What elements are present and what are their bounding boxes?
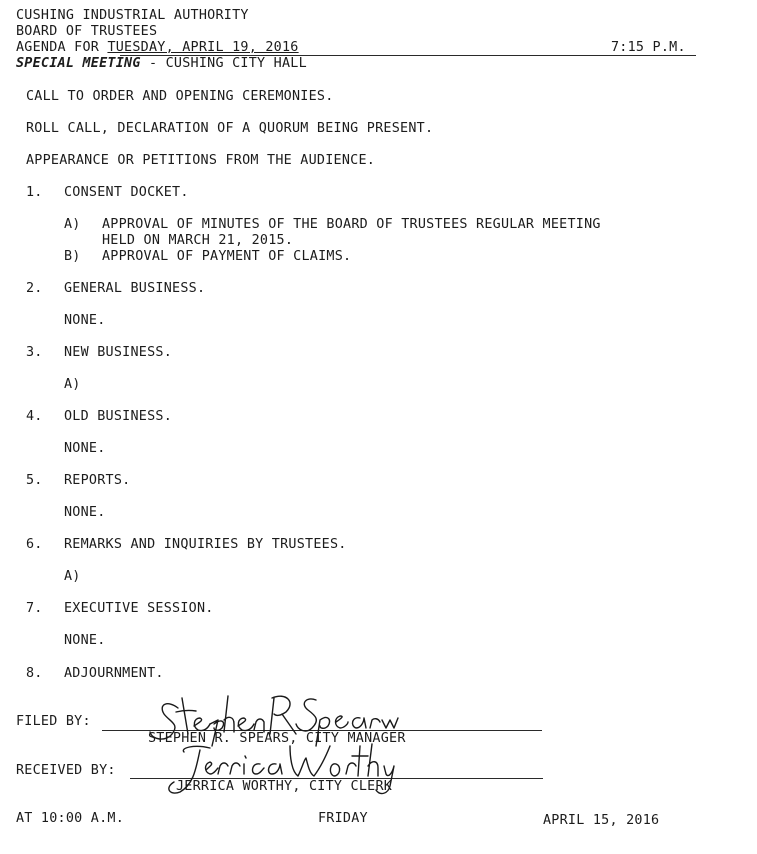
item-8-title: ADJOURNMENT.: [64, 666, 164, 681]
item-6-title: REMARKS AND INQUIRIES BY TRUSTEES.: [64, 537, 347, 552]
footer-day: FRIDAY: [318, 811, 368, 826]
item-6-sub: A): [64, 569, 81, 584]
item-1-number: 1.: [26, 185, 43, 200]
item-3-number: 3.: [26, 345, 43, 360]
item-1-a-text-continued: HELD ON MARCH 21, 2015.: [102, 233, 294, 248]
agenda-date: TUESDAY, APRIL 19, 2016: [107, 40, 299, 55]
item-8-number: 8.: [26, 666, 43, 681]
opening-roll-call: ROLL CALL, DECLARATION OF A QUORUM BEING PRESENT.: [26, 121, 434, 136]
footer-date: APRIL 15, 2016: [543, 813, 660, 828]
item-4-number: 4.: [26, 409, 43, 424]
item-5-title: REPORTS.: [64, 473, 131, 488]
item-5-sub: NONE.: [64, 505, 106, 520]
item-7-number: 7.: [26, 601, 43, 616]
item-7-title: EXECUTIVE SESSION.: [64, 601, 214, 616]
item-2-number: 2.: [26, 281, 43, 296]
item-7-sub: NONE.: [64, 633, 106, 648]
board-name: BOARD OF TRUSTEES: [16, 24, 158, 39]
item-3-sub: A): [64, 377, 81, 392]
opening-appearance: APPEARANCE OR PETITIONS FROM THE AUDIENCE.: [26, 153, 376, 168]
opening-call-to-order: CALL TO ORDER AND OPENING CEREMONIES.: [26, 89, 334, 104]
meeting-line: [16, 56, 307, 72]
filed-by-label: FILED BY:: [16, 714, 91, 729]
item-1-a-text: APPROVAL OF MINUTES OF THE BOARD OF TRUSTEES REGULAR MEETING: [102, 217, 601, 232]
meeting-location: - CUSHING CITY HALL: [140, 56, 307, 71]
org-name: CUSHING INDUSTRIAL AUTHORITY: [16, 8, 249, 23]
received-by-label: RECEIVED BY:: [16, 763, 116, 778]
item-1-b-label: B): [64, 249, 81, 264]
footer-time: AT 10:00 A.M.: [16, 811, 125, 826]
item-2-title: GENERAL BUSINESS.: [64, 281, 206, 296]
agenda-prefix: AGENDA FOR: [16, 40, 108, 55]
filed-by-name: STEPHEN R. SPEARS, CITY MANAGER: [148, 731, 406, 746]
meeting-time: 7:15 P.M.: [611, 40, 686, 55]
item-6-number: 6.: [26, 537, 43, 552]
item-2-sub: NONE.: [64, 313, 106, 328]
item-1-b-text: APPROVAL OF PAYMENT OF CLAIMS.: [102, 249, 352, 264]
received-by-signature: [150, 738, 400, 800]
item-4-title: OLD BUSINESS.: [64, 409, 173, 424]
received-by-name: JERRICA WORTHY, CITY CLERK: [176, 779, 393, 794]
agenda-line: [16, 40, 299, 56]
item-3-title: NEW BUSINESS.: [64, 345, 173, 360]
item-5-number: 5.: [26, 473, 43, 488]
item-1-title: CONSENT DOCKET.: [64, 185, 189, 200]
meeting-type: SPECIAL MEETING: [16, 56, 141, 71]
item-4-sub: NONE.: [64, 441, 106, 456]
item-1-a-label: A): [64, 217, 81, 232]
